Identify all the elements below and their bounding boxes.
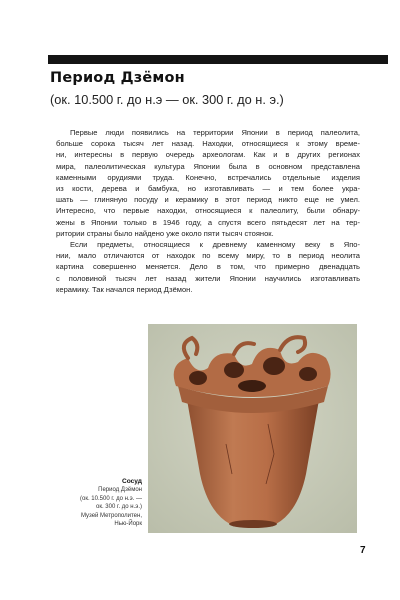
- text-line: нии, мало отличаются от находок по всему миру, то в период неолита: [56, 251, 360, 261]
- text-line: картина совершенно меняется. Дело в том, что примерно двенадцать: [56, 262, 360, 272]
- paragraph-1: [56, 127, 360, 239]
- text-line: керамику. Так начался период Дзёмон.: [56, 284, 193, 294]
- text-line: больше сорока тысяч лет назад. Находки, относящиеся к этому време-: [56, 139, 360, 149]
- caption-title: Сосуд: [121, 478, 142, 485]
- text-line: каменными орудиями труда. Конечно, встречались отдельные изделия: [56, 172, 360, 182]
- jomon-vessel-illustration: [148, 324, 357, 533]
- figure-caption: [60, 478, 142, 528]
- text-line: с половиной тысяч лет назад жители Японии научились изготавливать: [56, 273, 360, 283]
- text-line: Первые люди появились на территории Японии в период палеолита,: [70, 128, 360, 137]
- text-line: Если предметы, относящиеся к древнему каменному веку в Япо-: [70, 240, 360, 250]
- header-rule: [48, 55, 388, 64]
- text-line: жены в Японии только в 1946 году, а спустя всего пятьдесят лет на тер-: [56, 217, 360, 227]
- text-line: Интересно, что первые находки, относящиеся к палеолиту, были обнару-: [56, 206, 360, 216]
- text-line: мира, палеолитическая культура Японии была в основном представлена: [56, 161, 360, 171]
- text-line: ритории страны было найдено уже около пяти тысяч стоянок.: [56, 228, 274, 238]
- paragraph-2: [56, 239, 360, 295]
- caption-line: Нью-Йорк: [114, 521, 142, 528]
- caption-line: Музей Метрополитен,: [80, 512, 142, 519]
- page-subtitle: (ок. 10.500 г. до н.э — ок. 300 г. до н. э.): [50, 92, 284, 107]
- page-number: 7: [360, 545, 366, 556]
- caption-line: (ок. 10.500 г. до н.э. —: [80, 495, 142, 502]
- caption-line: Период Дзёмон: [98, 487, 142, 494]
- caption-line: ок. 300 г. до н.э.): [96, 504, 142, 511]
- text-line: ни, интересны в первую очередь археологам. Как и в других регионах: [56, 150, 360, 160]
- text-line: из кости, дерева и бамбука, но изготавливать — и тем более укра-: [56, 184, 360, 194]
- body-text: [56, 127, 360, 295]
- vessel-photo: [148, 324, 357, 533]
- page-title: Период Дзёмон: [50, 70, 185, 86]
- text-line: шать — глиняную посуду и керамику в этот период никто еще не умел.: [56, 195, 360, 205]
